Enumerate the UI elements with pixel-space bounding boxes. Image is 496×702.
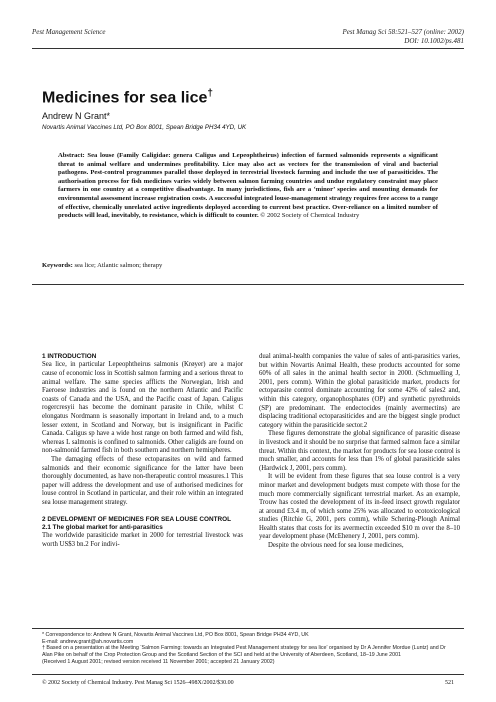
paragraph: dual animal-health companies the value of sales of anti-parasitics varies, but within Novartis Animal Health, these products accounted for some 60% of all sales in the animal health sector in 2000. (Schmuelling J, 2001, pers comm). Within the global parasiticide market, products for ectoparasite control dominate accounting for some 42% of sales2 and, within this category, organophosphates (OP) and synthetic pyrethroids (SP) are predominant. The endectocides (mainly avermectins) are displacing traditional ectoparasiticides and are the biggest single product category within the parasiticide sector.2 [259, 353, 460, 429]
paragraph: Sea lice, in particular Lepeophtheirus salmonis (Krøyer) are a major cause of economic loss in Scottish salmon farming and a serious threat to animal welfare. The same species afflicts the Norwegian, Irish and Faeroese industries and is found on the northern Atlantic and Pacific coasts of Canada and the USA, and the Pacific coast of Japan. Caligus rogercresyii has become the dominant parasite in Chile, whilst C elongatus Nordmann is seasonally important in Ireland and, to a much lesser extent, in Scotland and Norway, but is insignificant in Pacific Canada. Caligus sp have a wide host range on both farmed and wild fish, whereas L salmonis is confined to salmonids. Other caligids are found on non-salmonid farmed fish in both southern and northern hemispheres. [42, 361, 243, 455]
paragraph: The damaging effects of these ectoparasites on wild and farmed salmonids and their economic significance for the latter have been thoroughly documented, as have non-therapeutic control measures.1 This paper will address the development and use of authorised medicines for louse control in Scotland in particular, and their role within an integrated sea louse management strategy. [42, 455, 243, 506]
keywords-text: sea lice; Atlantic salmon; therapy [74, 262, 163, 269]
footnote-email: E-mail: andrew.grant@ah.novartis.com [42, 638, 134, 645]
footnote-rule [32, 628, 464, 629]
journal-name: Pest Management Science [32, 28, 106, 36]
keywords-label: Keywords: [42, 262, 73, 269]
doi: DOI: 10.1002/ps.481 [404, 37, 464, 45]
citation-block [342, 28, 464, 46]
footer-rule [32, 674, 464, 675]
paragraph: The worldwide parasiticide market in 2000 for terrestrial livestock was worth US$3 bn.2 For indivi- [42, 532, 243, 548]
page-footer [42, 680, 454, 686]
keywords [42, 262, 162, 269]
abstract-text: Abstract: Sea louse (Family Caligidae: genera Caligus and Lepeophtheirus) infection of farmed salmonids represents a significant threat to animal welfare and undermines profitability. Lice may also act as vectors for the transmission of viral and bacterial pathogens. Pest-control programmes parallel those deployed in terrestrial livestock farming and include the use of parasiticides. The authorisation process for fish medicines varies widely between salmon farming countries and undue regulatory constraint may place farmers in one country at a competitive disadvantage. In many jurisdictions, fish are a ‘minor’ species and mounting demands for environmental assessment increase registration costs. A successful integrated louse-management strategy requires free access to a range of effective, chemically unrelated active ingredients deployed according to current best practice. Over-reliance on a limited number of products will lead, inevitably, to resistance, which is difficult to counter. [58, 152, 438, 220]
title-footnote-mark: † [207, 88, 213, 99]
footnote-correspondence: * Correspondence to: Andrew N Grant, Novartis Animal Vaccines Ltd, PO Box 8001, Spean Bridge PH34 4YD, UK [42, 632, 309, 638]
subsection-heading-global-market: 2.1 The global market for anti-parasitics [42, 523, 163, 531]
keywords-rule [32, 284, 464, 285]
citation: Pest Manag Sci 58:521–527 (online: 2002) [342, 28, 464, 36]
paragraph: These figures demonstrate the global significance of parasitic disease in livestock and it should be no surprise that farmed salmon face a similar threat. Within this context, the market for products for sea louse control is much smaller, and accounts for less than 1% of global parasiticide sales (Hardwick J, 2001, pers comm). [259, 430, 460, 472]
footnote-received: (Received 1 August 2001; revised version received 11 November 2001; accepted 21 January 2002) [42, 658, 275, 665]
right-column [259, 353, 460, 551]
abstract [58, 152, 438, 221]
section-heading-introduction: 1 INTRODUCTION [42, 353, 97, 360]
author-name: Andrew N Grant* [42, 111, 111, 121]
article-title: Medicines for sea lice† [42, 88, 213, 107]
footer-copyright: © 2002 Society of Chemical Industry. Pest Manag Sci 1526–498X/2002/$30.00 [42, 680, 234, 686]
author-affiliation: Novartis Animal Vaccines Ltd, PO Box 8001, Spean Bridge PH34 4YD, UK [42, 124, 247, 131]
footnotes [42, 632, 454, 666]
footnote-presentation: † Based on a presentation at the Meeting ‘Salmon Farming: towards an Integrated Pest Management strategy for sea lice’ organised by Dr A Jennifer Mordue (Luntz) and Dr Alan Pike on behalf of the Crop Protection Group and the Scotland Section of the SCI and held at the University of Aberdeen, Scotland, 18–19 June 2001 [42, 645, 446, 659]
page-number: 521 [445, 680, 454, 686]
section-heading-development: 2 DEVELOPMENT OF MEDICINES FOR SEA LOUSE CONTROL [42, 515, 232, 523]
header-rule [32, 48, 464, 49]
paragraph: It will be evident from these figures that sea louse control is a very minor market and development budgets must compete with those for the much more commercially significant terrestrial market. As an example, Trouw has costed the development of its in-feed insect growth regulator at around £3.4 m, of which some 25% was allocated to ecotoxicological studies (Ritchie G, 2001, pers comm), while Schering-Plough Animal Health states that costs for its avermectin exceeded $10 m over the 8–10 year development phase (McEhenery J, 2001, pers comm). [259, 473, 460, 541]
left-column [42, 353, 243, 550]
paragraph: Despite the obvious need for sea louse medicines, [268, 542, 404, 550]
abstract-copyright: © 2002 Society of Chemical Industry [260, 212, 360, 220]
